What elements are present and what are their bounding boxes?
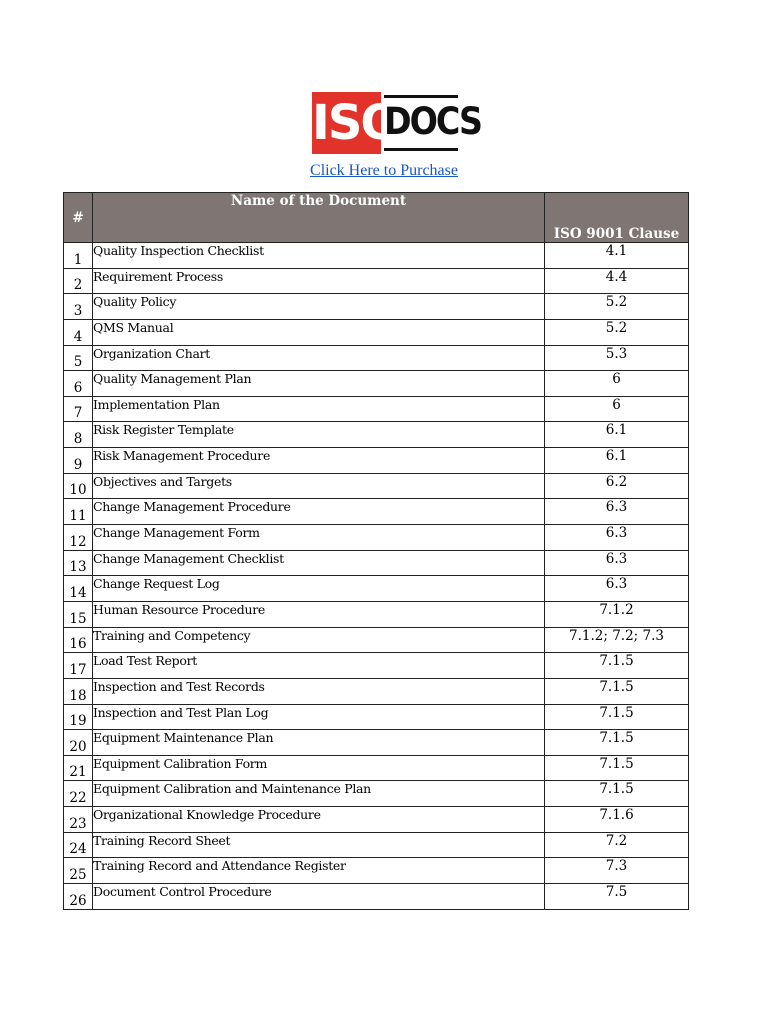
table-row [64,243,689,269]
table-row [64,396,689,422]
row-iso-clause: 7.1.2 [545,601,689,627]
row-iso-clause: 7.1.5 [545,678,689,704]
table-row [64,858,689,884]
row-document-name: Change Management Procedure [93,499,545,525]
row-document-name: Requirement Process [93,268,545,294]
row-iso-clause: 4.1 [545,243,689,269]
row-number: 5 [64,345,93,371]
header-number: # [64,193,93,243]
table-body [64,243,689,910]
table-row [64,294,689,320]
table-row [64,499,689,525]
row-number: 18 [64,678,93,704]
row-number: 16 [64,627,93,653]
row-number: 6 [64,371,93,397]
row-number: 19 [64,704,93,730]
row-document-name: Equipment Calibration Form [93,755,545,781]
row-document-name: Quality Policy [93,294,545,320]
row-number: 22 [64,781,93,807]
row-document-name: Quality Management Plan [93,371,545,397]
row-document-name: Objectives and Targets [93,473,545,499]
table-row [64,627,689,653]
row-document-name: Quality Inspection Checklist [93,243,545,269]
logo-docs-block: DOCS [384,95,458,151]
row-number: 12 [64,525,93,551]
row-document-name: Risk Management Procedure [93,448,545,474]
row-iso-clause: 6 [545,371,689,397]
row-number: 14 [64,576,93,602]
table-row [64,704,689,730]
row-number: 21 [64,755,93,781]
row-document-name: Organizational Knowledge Procedure [93,807,545,833]
row-number: 25 [64,858,93,884]
row-iso-clause: 6.1 [545,422,689,448]
table-row [64,422,689,448]
table-row [64,576,689,602]
table-row [64,319,689,345]
row-document-name: Document Control Procedure [93,884,545,910]
row-number: 26 [64,884,93,910]
purchase-link[interactable]: Click Here to Purchase [310,162,458,179]
row-document-name: Inspection and Test Plan Log [93,704,545,730]
row-iso-clause: 6.3 [545,576,689,602]
row-number: 24 [64,832,93,858]
table-row [64,601,689,627]
row-document-name: Equipment Calibration and Maintenance Plan [93,781,545,807]
row-iso-clause: 6.3 [545,550,689,576]
row-number: 10 [64,473,93,499]
table-row [64,832,689,858]
row-number: 3 [64,294,93,320]
row-number: 11 [64,499,93,525]
table-row [64,473,689,499]
table-row [64,268,689,294]
row-document-name: QMS Manual [93,319,545,345]
row-iso-clause: 7.1.5 [545,653,689,679]
row-iso-clause: 7.1.5 [545,781,689,807]
row-iso-clause: 5.2 [545,294,689,320]
table-header-row [64,193,689,243]
row-document-name: Risk Register Template [93,422,545,448]
row-iso-clause: 6.2 [545,473,689,499]
table-row [64,781,689,807]
row-document-name: Inspection and Test Records [93,678,545,704]
row-iso-clause: 7.2 [545,832,689,858]
table-row [64,755,689,781]
row-document-name: Organization Chart [93,345,545,371]
logo-iso-block: ISO [312,92,381,154]
row-iso-clause: 7.1.5 [545,704,689,730]
row-number: 7 [64,396,93,422]
row-document-name: Equipment Maintenance Plan [93,730,545,756]
table-row [64,678,689,704]
row-document-name: Change Management Form [93,525,545,551]
row-number: 20 [64,730,93,756]
table-row [64,884,689,910]
table-row [64,653,689,679]
row-number: 15 [64,601,93,627]
row-iso-clause: 5.2 [545,319,689,345]
table-row [64,345,689,371]
row-iso-clause: 7.1.2; 7.2; 7.3 [545,627,689,653]
row-document-name: Human Resource Procedure [93,601,545,627]
row-iso-clause: 6.1 [545,448,689,474]
table-row [64,371,689,397]
header-document-name: Name of the Document [93,193,545,243]
row-iso-clause: 6 [545,396,689,422]
table-row [64,448,689,474]
row-document-name: Change Request Log [93,576,545,602]
row-number: 17 [64,653,93,679]
row-iso-clause: 6.3 [545,525,689,551]
row-document-name: Training and Competency [93,627,545,653]
table-row [64,525,689,551]
row-number: 9 [64,448,93,474]
row-document-name: Load Test Report [93,653,545,679]
row-iso-clause: 7.5 [545,884,689,910]
row-iso-clause: 6.3 [545,499,689,525]
row-number: 1 [64,243,93,269]
row-iso-clause: 7.1.5 [545,730,689,756]
row-iso-clause: 4.4 [545,268,689,294]
iso-docs-logo [312,92,482,154]
row-number: 13 [64,550,93,576]
table-row [64,807,689,833]
row-iso-clause: 7.1.5 [545,755,689,781]
row-iso-clause: 5.3 [545,345,689,371]
row-number: 8 [64,422,93,448]
row-document-name: Implementation Plan [93,396,545,422]
row-iso-clause: 7.3 [545,858,689,884]
row-document-name: Training Record Sheet [93,832,545,858]
header-iso-clause: ISO 9001 Clause [545,193,689,243]
table-row [64,730,689,756]
row-document-name: Change Management Checklist [93,550,545,576]
row-number: 2 [64,268,93,294]
documents-table [63,192,689,910]
row-iso-clause: 7.1.6 [545,807,689,833]
row-number: 4 [64,319,93,345]
table-row [64,550,689,576]
row-number: 23 [64,807,93,833]
row-document-name: Training Record and Attendance Register [93,858,545,884]
